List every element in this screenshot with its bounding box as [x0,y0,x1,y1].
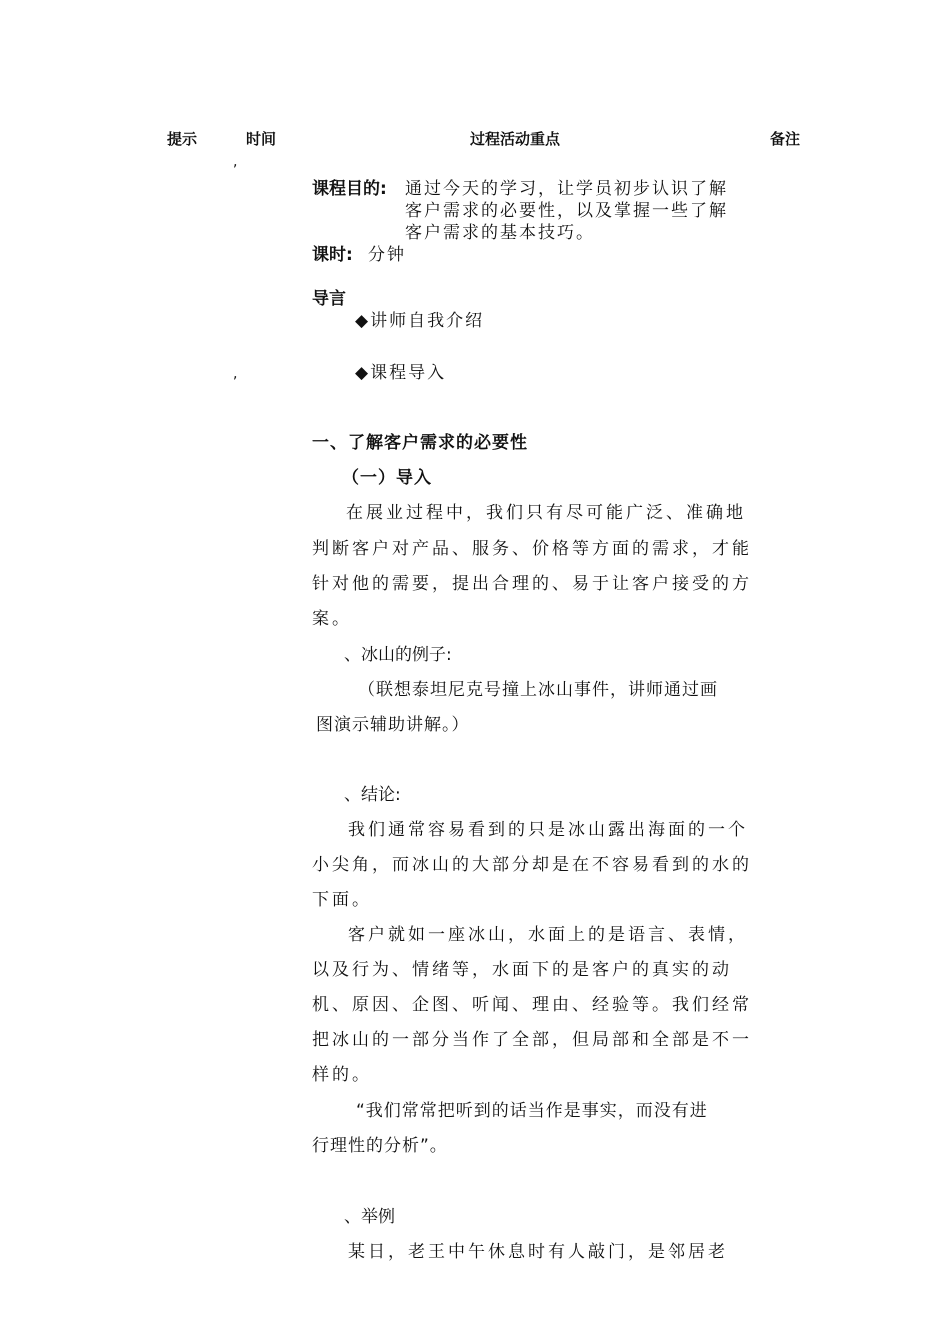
example-label: 、举例 [344,1207,395,1227]
course-purpose-line: 客户需求的必要性，以及掌握一些了解 [405,201,728,221]
subsection-title: （一）导入 [342,468,432,488]
paragraph-line: 案。 [312,609,352,629]
column-header-notes: 备注 [770,130,801,148]
quote-line: “我们常常把听到的话当作是事实，而没有进 [356,1101,708,1121]
intro-title: 导言 [312,289,346,309]
column-header-hint: 提示 [167,130,198,148]
column-header-process: 过程活动重点 [470,130,561,148]
course-hours-value: 分钟 [368,245,406,265]
course-purpose-label: 课程目的: [312,179,387,199]
iceberg-note-line: 图演示辅助讲解。） [316,715,470,735]
paragraph-line: 样的。 [312,1065,372,1085]
course-purpose-line: 通过今天的学习，让学员初步认识了解 [405,179,728,199]
intro-item: ◆讲师自我介绍 [355,311,485,331]
comma-mark: , [233,154,238,170]
paragraph-line: 客户就如一座冰山，水面上的是语言、表情， [348,925,748,945]
paragraph-line: 以及行为、情绪等，水面下的是客户的真实的动 [312,960,732,980]
paragraph-line: 下面。 [312,890,372,910]
paragraph-line: 某日，老王中午休息时有人敲门，是邻居老 [348,1242,728,1262]
section-title: 一、了解客户需求的必要性 [312,433,528,453]
conclusion-label: 、结论: [344,785,401,805]
paragraph-line: 小尖角，而冰山的大部分却是在不容易看到的水的 [312,855,752,875]
course-hours-label: 课时: [312,245,353,265]
paragraph-line: 判断客户对产品、服务、价格等方面的需求，才能 [312,539,752,559]
paragraph-line: 把冰山的一部分当作了全部，但局部和全部是不一 [312,1030,752,1050]
paragraph-line: 我们通常容易看到的只是冰山露出海面的一个 [348,820,748,840]
intro-item: ◆课程导入 [355,363,447,383]
iceberg-label: 、冰山的例子: [344,645,452,665]
paragraph-line: 在展业过程中，我们只有尽可能广泛、准确地 [346,503,746,523]
course-purpose-line: 客户需求的基本技巧。 [405,223,595,243]
paragraph-line: 针对他的需要，提出合理的、易于让客户接受的方 [312,574,752,594]
iceberg-note-line: （联想泰坦尼克号撞上冰山事件，讲师通过画 [358,680,718,700]
column-header-time: 时间 [246,130,277,148]
quote-line: 行理性的分析”。 [312,1136,448,1156]
paragraph-line: 机、原因、企图、听闻、理由、经验等。我们经常 [312,995,752,1015]
comma-mark: , [233,366,238,382]
